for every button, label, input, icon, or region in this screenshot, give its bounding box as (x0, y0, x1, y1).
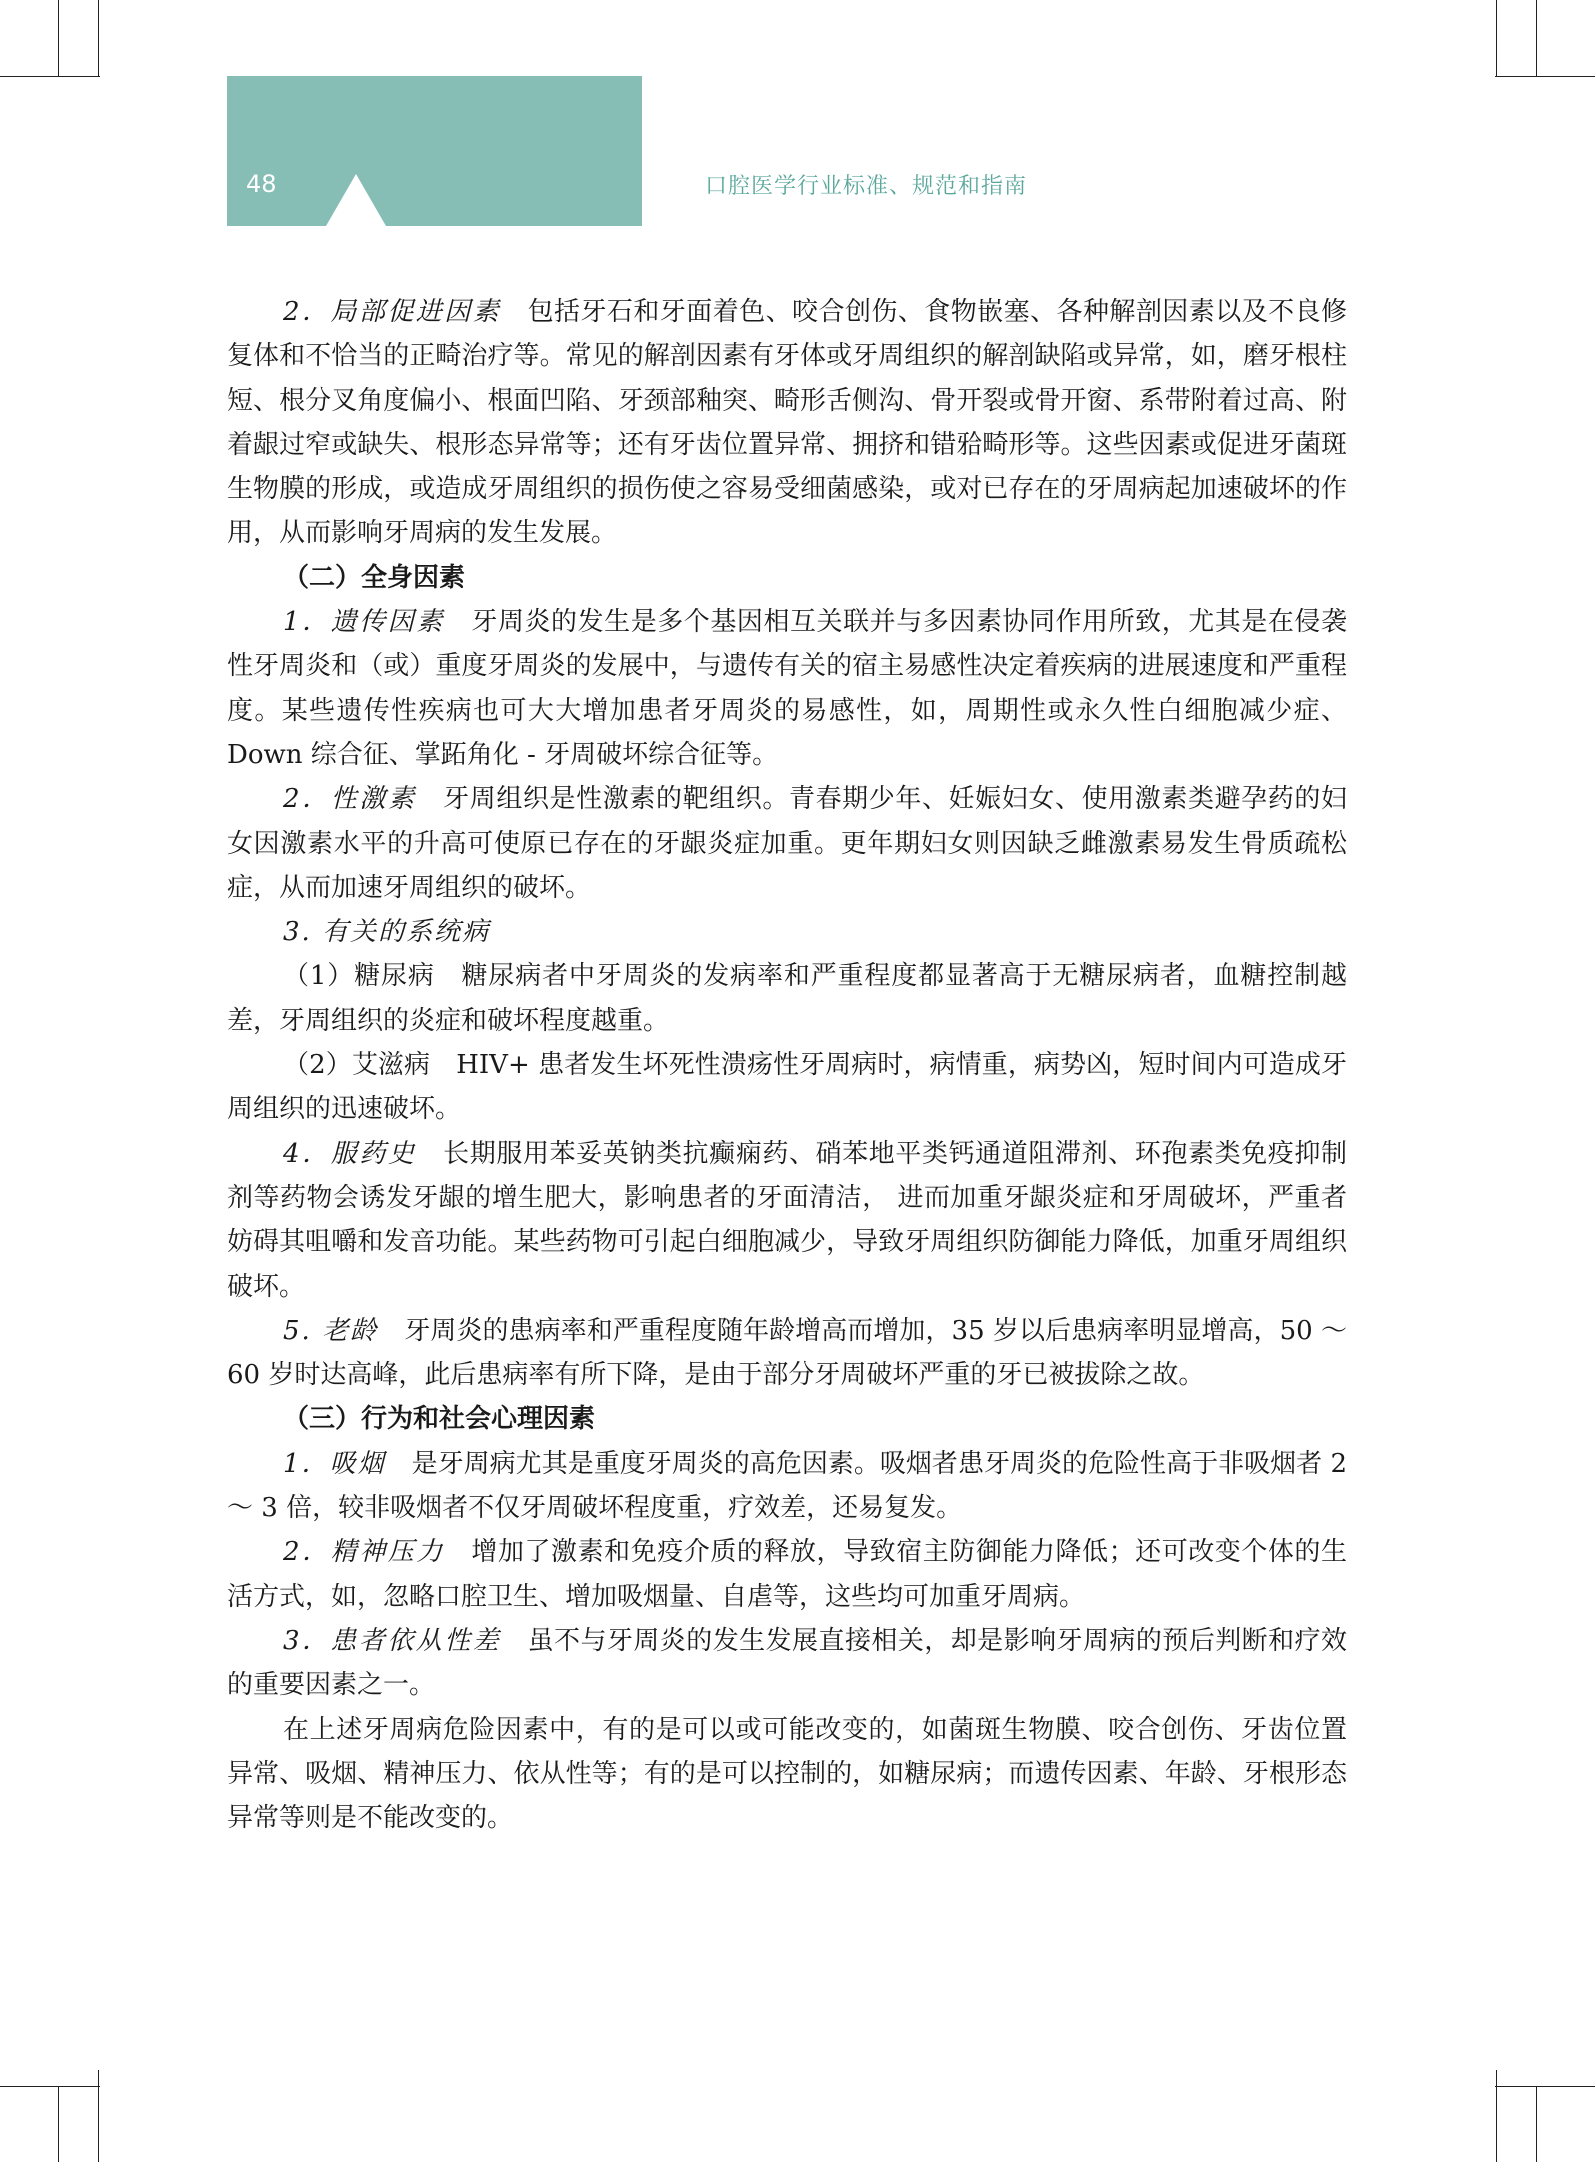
running-title: 口腔医学行业标准、规范和指南 (705, 174, 1028, 199)
crop-mark (1496, 2070, 1497, 2162)
paragraph-lead: 2．精神压力 (283, 1537, 445, 1568)
paragraph-lead: 1．吸烟 (283, 1448, 386, 1479)
crop-mark (58, 0, 59, 76)
paragraph-lead: 3．患者依从性差 (283, 1625, 502, 1656)
paragraph-text: 牙周组织是性激素的靶组织。青春期少年、妊娠妇女、使用激素类避孕药的妇女因激素水平的升高可使原已存在的牙龈炎症加重。更年期妇女则因缺乏雌激素易发生骨质疏松症，从而加速牙周组织的破坏。 (227, 784, 1347, 903)
header-notch (326, 174, 386, 226)
paragraph-aging (227, 1309, 1347, 1398)
page-body (227, 290, 1347, 1840)
paragraph-lead: 2．局部促进因素 (283, 297, 502, 327)
paragraph-lead: （1）糖尿病 (283, 961, 435, 992)
crop-mark (1495, 76, 1595, 77)
paragraph-smoking (227, 1442, 1347, 1531)
page-number: 48 (246, 170, 277, 198)
paragraph-medication (227, 1132, 1347, 1309)
crop-mark (98, 0, 99, 76)
paragraph-summary: 在上述牙周病危险因素中，有的是可以或可能改变的，如菌斑生物膜、咬合创伤、牙齿位置异常、吸烟、精神压力、依从性等；有的是可以控制的，如糖尿病；而遗传因素、年龄、牙根形态异常等则是不能改变的。 (227, 1714, 1347, 1834)
paragraph-text: HIV+ 患者发生坏死性溃疡性牙周病时，病情重，病势凶，短时间内可造成牙周组织的迅速破坏。 (227, 1050, 1347, 1125)
paragraph-text: 是牙周病尤其是重度牙周炎的高危因素。吸烟者患牙周炎的危险性高于非吸烟者 2 ～ 3 倍，较非吸烟者不仅牙周破坏程度重，疗效差，还易复发。 (227, 1448, 1347, 1524)
crop-mark (58, 2086, 59, 2162)
paragraph-text: 糖尿病者中牙周炎的发病率和严重程度都显著高于无糖尿病者，血糖控制越差，牙周组织的炎症和破坏程度越重。 (227, 961, 1347, 1036)
paragraph-stress (227, 1530, 1347, 1619)
paragraph-local-factors (227, 290, 1347, 556)
paragraph-hormones (227, 777, 1347, 910)
crop-mark (1495, 2086, 1595, 2087)
paragraph-systemic-disease (227, 910, 1347, 954)
paragraph-lead: （2）艾滋病 (283, 1050, 431, 1081)
section-heading: （三）行为和社会心理因素 (283, 1404, 596, 1435)
paragraph-text: 增加了激素和免疫介质的释放，导致宿主防御能力降低；还可改变个体的生活方式，如，忽略口腔卫生、增加吸烟量、自虐等，这些均可加重牙周病。 (227, 1537, 1347, 1612)
crop-mark (0, 76, 100, 77)
paragraph-lead: 2．性激素 (283, 784, 417, 815)
header-band (227, 76, 642, 226)
crop-mark (98, 2070, 99, 2162)
paragraph-text: 牙周炎的发生是多个基因相互关联并与多因素协同作用所致，尤其是在侵袭性牙周炎和（或）重度牙周炎的发展中，与遗传有关的宿主易感性决定着疾病的进展速度和严重程度。某些遗传性疾病也可大大增加患者牙周炎的易感性，如，周期性或永久性白细胞减少症、Down 综合征、掌跖角化 - 牙周破坏综合征等。 (227, 607, 1347, 770)
paragraph-text: 包括牙石和牙面着色、咬合创伤、食物嵌塞、各种解剖因素以及不良修复体和不恰当的正畸治疗等。常见的解剖因素有牙体或牙周组织的解剖缺陷或异常，如，磨牙根柱短、根分叉角度偏小、根面凹陷、牙颈部釉突、畸形舌侧沟、骨开裂或骨开窗、系带附着过高、附着龈过窄或缺失、根形态异常等；还有牙齿位置异常、拥挤和错𬌗畸形等。这些因素或促进牙菌斑生物膜的形成，或造成牙周组织的损伤使之容易受细菌感染，或对已存在的牙周病起加速破坏的作用，从而影响牙周病的发生发展。 (227, 297, 1347, 549)
crop-mark (1496, 0, 1497, 76)
paragraph-text: 长期服用苯妥英钠类抗癫痫药、硝苯地平类钙通道阻滞剂、环孢素类免疫抑制剂等药物会诱发牙龈的增生肥大，影响患者的牙面清洁， 进而加重牙龈炎症和牙周破坏，严重者妨碍其咀嚼和发音功能。某些药物可引起白细胞减少，导致牙周组织防御能力降低，加重牙周组织破坏。 (227, 1138, 1347, 1302)
paragraph-compliance (227, 1619, 1347, 1708)
paragraph-lead: 3. 有关的系统病 (283, 917, 491, 948)
crop-mark (1536, 0, 1537, 76)
section-heading: （二）全身因素 (283, 562, 466, 593)
paragraph-aids (227, 1043, 1347, 1132)
paragraph-lead: 5. 老龄 (283, 1315, 379, 1346)
crop-mark (1536, 2086, 1537, 2162)
paragraph-lead: 4．服药史 (283, 1138, 417, 1169)
crop-mark (0, 2086, 100, 2087)
paragraph-text: 虽不与牙周炎的发生发展直接相关，却是影响牙周病的预后判断和疗效的重要因素之一。 (227, 1625, 1347, 1701)
paragraph-lead: 1．遗传因素 (283, 607, 445, 638)
paragraph-text: 牙周炎的患病率和严重程度随年龄增高而增加，35 岁以后患病率明显增高，50 ～ 60 岁时达高峰，此后患病率有所下降，是由于部分牙周破坏严重的牙已被拔除之故。 (227, 1315, 1347, 1391)
paragraph-genetics (227, 600, 1347, 777)
paragraph-diabetes (227, 954, 1347, 1043)
